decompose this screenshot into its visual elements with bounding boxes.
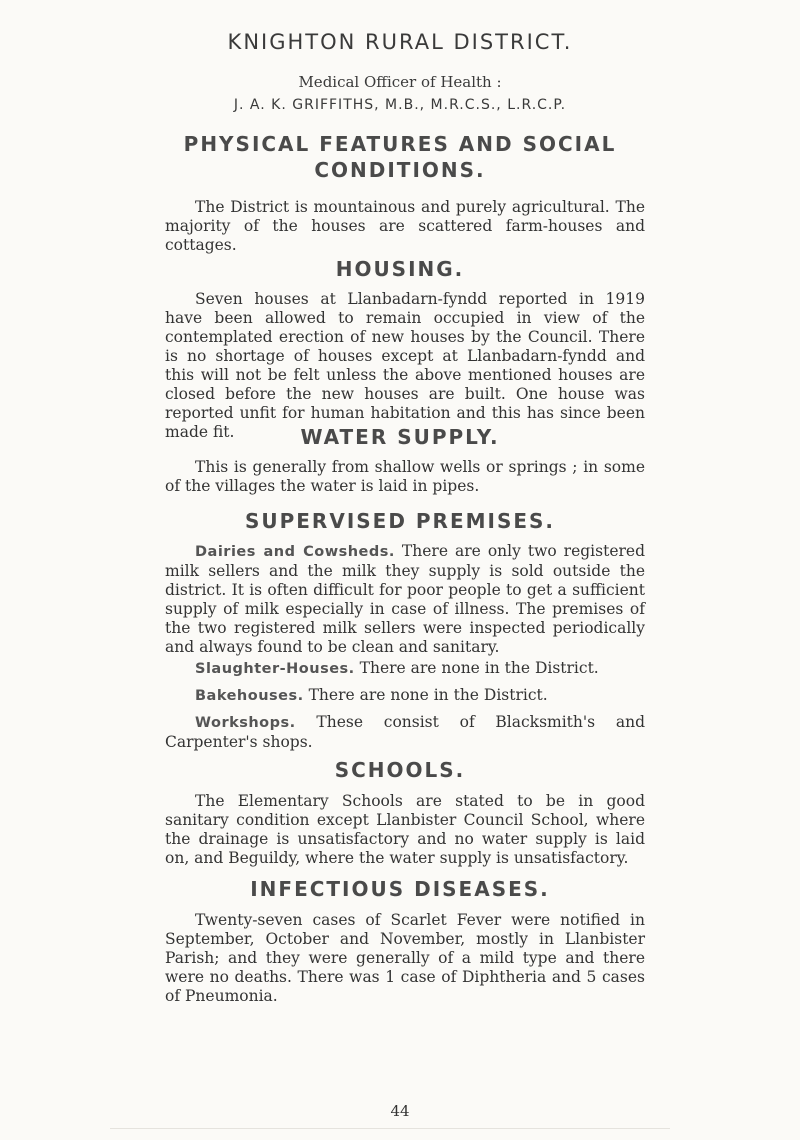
bakehouses-paragraph [165, 686, 645, 706]
water-supply-heading: WATER SUPPLY. [300, 425, 500, 449]
workshops-label: Workshops. [195, 715, 296, 731]
supervised-premises-heading: SUPERVISED PREMISES. [244, 509, 556, 533]
infectious-diseases-heading: INFECTIOUS DISEASES. [250, 877, 550, 901]
water-supply-text: This is generally from shallow wells or springs ; in some of the villages the water is laid in pipes. [165, 458, 645, 495]
bakehouses-text: There are none in the District. [308, 686, 548, 704]
bakehouses-label: Bakehouses. [195, 688, 304, 704]
bottom-divider [110, 1128, 670, 1129]
dairies-text: There are only two registered milk sellers and the milk they supply is sold outside the district. It is often difficult for poor people to get a sufficient supply of milk especially in case of illness. The premises of the two registered milk sellers were inspected periodically and always found to be clean and sanitary. [165, 542, 645, 656]
schools-heading: SCHOOLS. [334, 758, 466, 782]
dairies-paragraph [165, 542, 645, 657]
slaughter-houses-text: There are none in the District. [359, 659, 599, 677]
physical-features-heading-cont: CONDITIONS. [314, 158, 486, 182]
housing-heading: HOUSING. [335, 257, 465, 281]
physical-features-text: The District is mountainous and purely agricultural. The majority of the houses are scattered farm-houses and cottages. [165, 198, 645, 254]
page-number: 44 [390, 1102, 410, 1120]
slaughter-houses-paragraph [165, 659, 645, 679]
officer-name: J. A. K. GRIFFITHS, M.B., M.R.C.S., L.R.C.P. [233, 97, 567, 113]
infectious-diseases-text: Twenty-seven cases of Scarlet Fever were notified in September, October and November, mostly in Llanbister Parish; and they were generally of a mild type and there were no deaths. There was 1 case of Diphtheria and 5 cases of Pneumonia. [165, 911, 645, 1005]
schools-text: The Elementary Schools are stated to be in good sanitary condition except Llanbister Council School, where the drainage is unsatisfactory and no water supply is laid on, and Beguildy, where the water supply is unsatisfactory. [165, 792, 645, 867]
slaughter-houses-label: Slaughter-Houses. [195, 661, 355, 677]
officer-role: Medical Officer of Health : [298, 73, 502, 91]
workshops-text: These consist of Blacksmith's and Carpenter's shops. [165, 713, 645, 751]
workshops-paragraph [165, 713, 645, 752]
physical-features-heading: PHYSICAL FEATURES AND SOCIAL [183, 132, 617, 156]
dairies-label: Dairies and Cowsheds. [195, 544, 395, 560]
housing-text: Seven houses at Llanbadarn-fyndd reported in 1919 have been allowed to remain occupied in view of the contemplated erection of new houses by the Council. There is no shortage of houses except at Llanbadarn-fyndd and this will not be felt unless the above mentioned houses are closed before the new houses are built. One house was reported unfit for human habitation and this has since been made fit. [165, 290, 645, 441]
district-title: KNIGHTON RURAL DISTRICT. [227, 30, 573, 54]
